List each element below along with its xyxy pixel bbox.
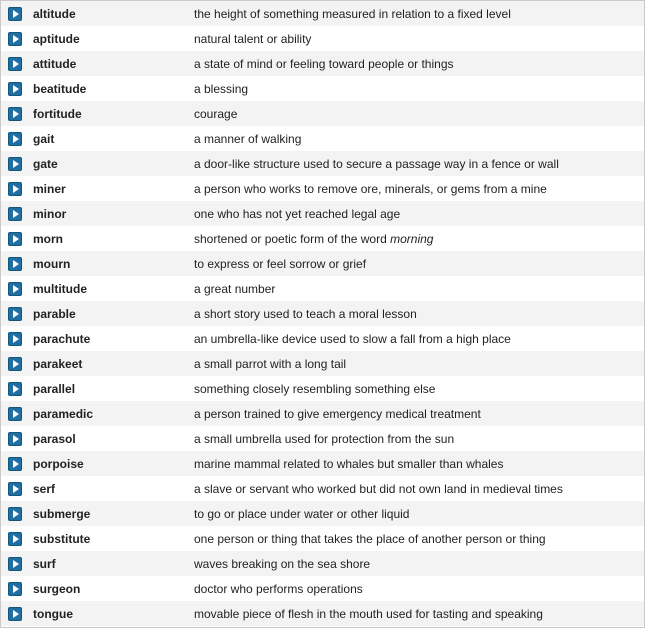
vocab-definition (194, 132, 301, 146)
vocab-definition (194, 457, 503, 471)
play-audio-button[interactable] (8, 132, 22, 146)
definition-text: waves breaking on the sea shore (194, 556, 371, 571)
table-row (1, 601, 644, 626)
vocab-word: gate (33, 156, 58, 171)
vocab-word: substitute (33, 531, 91, 546)
definition-text: a small parrot with a long tail (194, 356, 347, 371)
definition-text: a great number (194, 281, 276, 296)
vocab-word: attitude (33, 56, 77, 71)
definition-text: a door-like structure used to secure a passage way in a fence or wall (194, 156, 559, 171)
play-audio-button[interactable] (8, 157, 22, 171)
vocab-definition (194, 432, 454, 446)
table-row (1, 26, 644, 51)
vocab-word: morn (33, 231, 63, 246)
definition-text: to go or place under water or other liquid (194, 506, 410, 521)
definition-text: a state of mind or feeling toward people or things (194, 56, 454, 71)
definition-text: a short story used to teach a moral lesson (194, 306, 417, 321)
play-icon (13, 160, 19, 168)
play-icon (13, 510, 19, 518)
vocab-definition (194, 82, 248, 96)
definition-text: the height of something measured in relation to a fixed level (194, 6, 511, 21)
play-icon (13, 85, 19, 93)
vocab-word: fortitude (33, 106, 82, 121)
table-row (1, 476, 644, 501)
definition-text: an umbrella-like device used to slow a fall from a high place (194, 331, 511, 346)
play-icon (13, 285, 19, 293)
vocab-definition (194, 7, 511, 21)
table-row (1, 251, 644, 276)
definition-text: movable piece of flesh in the mouth used for tasting and speaking (194, 606, 543, 621)
play-icon (13, 35, 19, 43)
vocab-word: aptitude (33, 31, 80, 46)
vocab-word: parable (33, 306, 76, 321)
vocab-definition (194, 257, 366, 271)
play-audio-button[interactable] (8, 432, 22, 446)
play-icon (13, 235, 19, 243)
play-icon (13, 60, 19, 68)
vocab-word: parasol (33, 431, 76, 446)
play-audio-button[interactable] (8, 82, 22, 96)
vocab-definition (194, 382, 435, 396)
definition-text: a slave or servant who worked but did not own land in medieval times (194, 481, 563, 496)
play-icon (13, 110, 19, 118)
vocab-word: parakeet (33, 356, 83, 371)
play-icon (13, 460, 19, 468)
vocab-word: beatitude (33, 81, 87, 96)
table-row (1, 176, 644, 201)
play-icon (13, 210, 19, 218)
definition-text: a manner of walking (194, 131, 302, 146)
definition-text: courage (194, 106, 238, 121)
table-row (1, 1, 644, 26)
vocab-definition (194, 357, 346, 371)
play-audio-button[interactable] (8, 557, 22, 571)
vocab-definition (194, 332, 511, 346)
vocab-word: multitude (33, 281, 87, 296)
play-audio-button[interactable] (8, 307, 22, 321)
play-audio-button[interactable] (8, 107, 22, 121)
vocab-definition (194, 507, 409, 521)
play-icon (13, 435, 19, 443)
play-audio-button[interactable] (8, 232, 22, 246)
definition-text: natural talent or ability (194, 31, 312, 46)
vocab-word: paramedic (33, 406, 94, 421)
table-row (1, 401, 644, 426)
vocab-definition (194, 407, 481, 421)
table-row (1, 126, 644, 151)
play-audio-button[interactable] (8, 357, 22, 371)
play-audio-button[interactable] (8, 532, 22, 546)
play-icon (13, 310, 19, 318)
table-row (1, 101, 644, 126)
vocab-word: tongue (33, 606, 73, 621)
play-icon (13, 260, 19, 268)
table-row (1, 576, 644, 601)
play-icon (13, 335, 19, 343)
play-icon (13, 585, 19, 593)
vocab-word: minor (33, 206, 67, 221)
definition-text: one person or thing that takes the place of another person or thing (194, 531, 546, 546)
play-icon (13, 185, 19, 193)
vocab-definition (194, 282, 275, 296)
vocab-definition (194, 32, 311, 46)
table-row (1, 501, 644, 526)
play-audio-button[interactable] (8, 382, 22, 396)
definition-text: a person who works to remove ore, minerals, or gems from a mine (194, 181, 547, 196)
table-row (1, 226, 644, 251)
table-row (1, 351, 644, 376)
table-row (1, 276, 644, 301)
vocab-word: surf (33, 556, 56, 571)
vocab-definition (194, 532, 546, 546)
play-icon (13, 410, 19, 418)
vocab-definition (194, 182, 547, 196)
table-row (1, 451, 644, 476)
table-row (1, 551, 644, 576)
table-row (1, 526, 644, 551)
play-icon (13, 10, 19, 18)
play-icon (13, 360, 19, 368)
table-row (1, 201, 644, 226)
vocab-definition (194, 482, 563, 496)
play-audio-button[interactable] (8, 282, 22, 296)
vocab-definition (194, 582, 363, 596)
vocab-definition (194, 557, 370, 571)
definition-text: marine mammal related to whales but smaller than whales (194, 456, 504, 471)
vocab-definition (194, 307, 417, 321)
vocab-word: parachute (33, 331, 91, 346)
definition-text: a person trained to give emergency medical treatment (194, 406, 481, 421)
play-audio-button[interactable] (8, 207, 22, 221)
table-row (1, 426, 644, 451)
vocab-word: submerge (33, 506, 91, 521)
play-audio-button[interactable] (8, 7, 22, 21)
play-audio-button[interactable] (8, 332, 22, 346)
play-audio-button[interactable] (8, 32, 22, 46)
vocab-definition (194, 57, 454, 71)
definition-text: one who has not yet reached legal age (194, 206, 401, 221)
play-icon (13, 385, 19, 393)
play-audio-button[interactable] (8, 57, 22, 71)
table-row (1, 76, 644, 101)
vocab-word: gait (33, 131, 55, 146)
definition-text: a blessing (194, 81, 249, 96)
play-audio-button[interactable] (8, 607, 22, 621)
vocab-definition (194, 107, 237, 121)
vocab-definition (194, 157, 559, 171)
vocab-definition (194, 232, 433, 246)
vocab-word: porpoise (33, 456, 84, 471)
vocab-definition (194, 207, 400, 221)
vocab-word: mourn (33, 256, 71, 271)
definition-text: shortened or poetic form of the word (194, 231, 391, 246)
play-audio-button[interactable] (8, 182, 22, 196)
play-audio-button[interactable] (8, 482, 22, 496)
table-row (1, 51, 644, 76)
play-icon (13, 610, 19, 618)
table-row (1, 326, 644, 351)
vocab-definition (194, 607, 543, 621)
definition-text: to express or feel sorrow or grief (194, 256, 367, 271)
vocab-word: altitude (33, 6, 76, 21)
play-icon (13, 560, 19, 568)
play-icon (13, 485, 19, 493)
definition-text: doctor who performs operations (194, 581, 363, 596)
definition-text: a small umbrella used for protection from the sun (194, 431, 455, 446)
play-icon (13, 135, 19, 143)
vocab-word: parallel (33, 381, 76, 396)
table-row (1, 376, 644, 401)
play-audio-button[interactable] (8, 507, 22, 521)
table-row (1, 151, 644, 176)
vocab-word: miner (33, 181, 66, 196)
vocab-word: surgeon (33, 581, 81, 596)
definition-italic-word: morning (390, 231, 434, 246)
play-audio-button[interactable] (8, 407, 22, 421)
definition-text: something closely resembling something else (194, 381, 436, 396)
play-audio-button[interactable] (8, 257, 22, 271)
play-audio-button[interactable] (8, 582, 22, 596)
play-icon (13, 535, 19, 543)
vocab-word: serf (33, 481, 56, 496)
play-audio-button[interactable] (8, 457, 22, 471)
table-row (1, 301, 644, 326)
